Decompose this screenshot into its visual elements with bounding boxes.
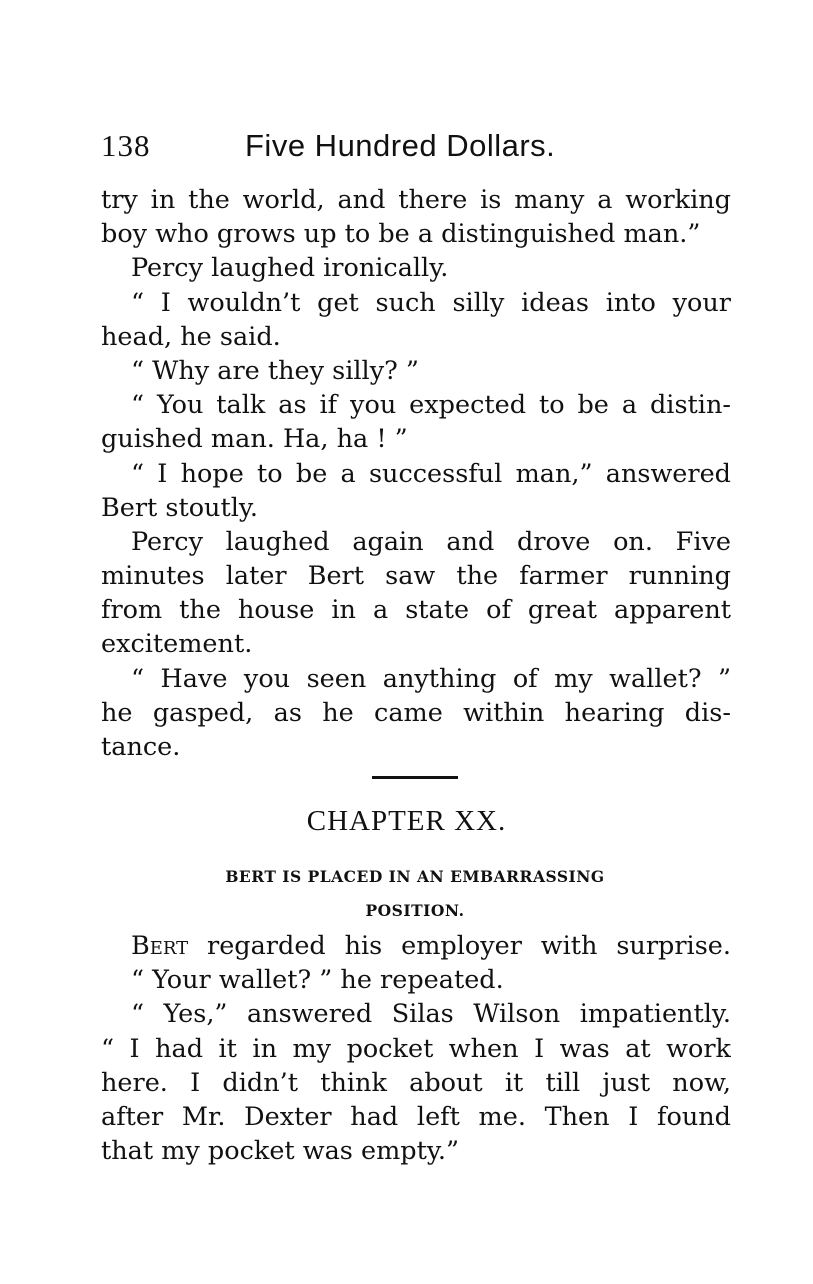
text-line [101,929,731,963]
text-line: that my pocket was empty.” [101,1136,459,1167]
body-text-section-2 [101,929,731,1168]
page-header [101,128,741,168]
running-title: Five Hundred Dollars. [245,128,556,163]
text-line: try in the world, and there is many a working [101,185,731,215]
text-line: “ Your wallet? ” he repeated. [131,965,504,996]
text-line: head, he said. [101,321,281,352]
text-line: tance. [101,732,181,762]
text-line: “ I hope to be a successful man,” answered [131,458,731,489]
text-line: minutes later Bert saw the farmer running [101,561,731,592]
text-line: excitement. [101,629,253,660]
chapter-subtitle-line: POSITION. [365,901,465,920]
section-divider [372,776,458,779]
text-line: Percy laughed ironically. [131,253,449,284]
drop-word: Bert [131,931,189,961]
text-line: “ I wouldn’t get such silly ideas into your [131,287,731,318]
text-line: “ You talk as if you expected to be a distin- [131,390,731,421]
text-fragment: regarded his employer with surprise. [188,931,731,961]
chapter-title: CHAPTER XX. [306,805,507,837]
text-line: “ Have you seen anything of my wallet? ” [131,663,731,694]
text-line: “ Yes,” answered Silas Wilson impatiently. [131,999,731,1030]
text-line: here. I didn’t think about it till just now, [101,1067,731,1098]
chapter-subtitle-line: BERT IS PLACED IN AN EMBARRASSING [225,867,605,886]
text-line: “ Why are they silly? ” [131,355,419,386]
text-line: “ I had it in my pocket when I was at work [101,1033,731,1064]
text-line: boy who grows up to be a distinguished man.” [101,219,701,250]
text-line: he gasped, as he came within hearing dis- [101,697,731,728]
page-number: 138 [101,128,151,163]
text-line: Percy laughed again and drove on. Five [131,526,731,557]
chapter-subtitle [150,860,680,928]
text-line: Bert stoutly. [101,492,259,523]
text-line: guished man. Ha, ha ! ” [101,424,408,455]
text-line: from the house in a state of great apparent [101,595,731,626]
body-text-section-1 [101,183,731,764]
text-line: after Mr. Dexter had left me. Then I found [101,1101,731,1132]
